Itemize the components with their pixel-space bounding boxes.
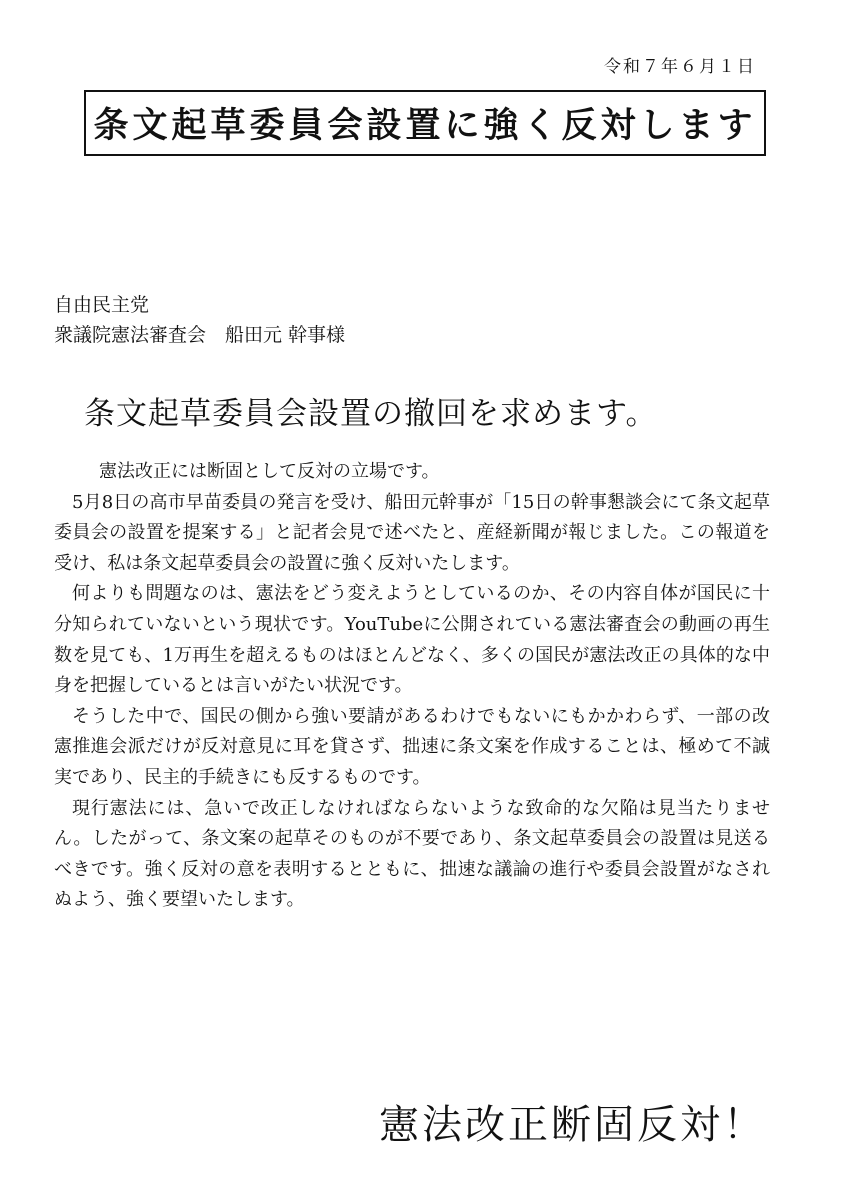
addressee-name: 衆議院憲法審査会 船田元 幹事様 (54, 324, 346, 346)
body-text (54, 457, 770, 916)
paragraph-2: 5月8日の高市早苗委員の発言を受け、船田元幹事が「15日の幹事懇談会にて条文起草委員会の設置を提案する」と記者会見で述べたと、産経新聞が報じました。この報道を受け、私は条文起草委員会の設置に強く反対いたします。 (54, 491, 770, 574)
addressee-block (54, 290, 345, 350)
paragraph-5: 現行憲法には、急いで改正しなければならないような致命的な欠陥は見当たりません。したがって、条文案の起草そのものが不要であり、条文起草委員会の設置は見送るべきです。強く反対の意を表明するとともに、拙速な議論の進行や委員会設置がなされぬよう、強く要望いたします。 (54, 797, 770, 911)
document-date: 令和７年６月１日 (604, 57, 756, 77)
closing-slogan: 憲法改正断固反対！ (379, 1102, 766, 1148)
title-box (84, 90, 766, 156)
addressee-org: 自由民主党 (54, 294, 150, 316)
paragraph-1: 憲法改正には断固として反対の立場です。 (81, 461, 440, 482)
paragraph-3: 何よりも問題なのは、憲法をどう変えようとしているのか、その内容自体が国民に十分知られていないという現状です。YouTubeに公開されている憲法審査会の動画の再生数を見ても、1万再生を超えるものはほとんどなく、多くの国民が憲法改正の具体的な中身を把握しているとは言いがたい状況です。 (54, 583, 770, 697)
document-subtitle: 条文起草委員会設置の撤回を求めます。 (84, 396, 658, 432)
paragraph-4: そうした中で、国民の側から強い要請があるわけでもないにもかかわらず、一部の改憲推進会派だけが反対意見に耳を貸さず、拙速に条文案を作成することは、極めて不誠実であり、民主的手続きにも反するものです。 (54, 705, 770, 788)
document-title: 条文起草委員会設置に強く反対します (93, 105, 757, 146)
